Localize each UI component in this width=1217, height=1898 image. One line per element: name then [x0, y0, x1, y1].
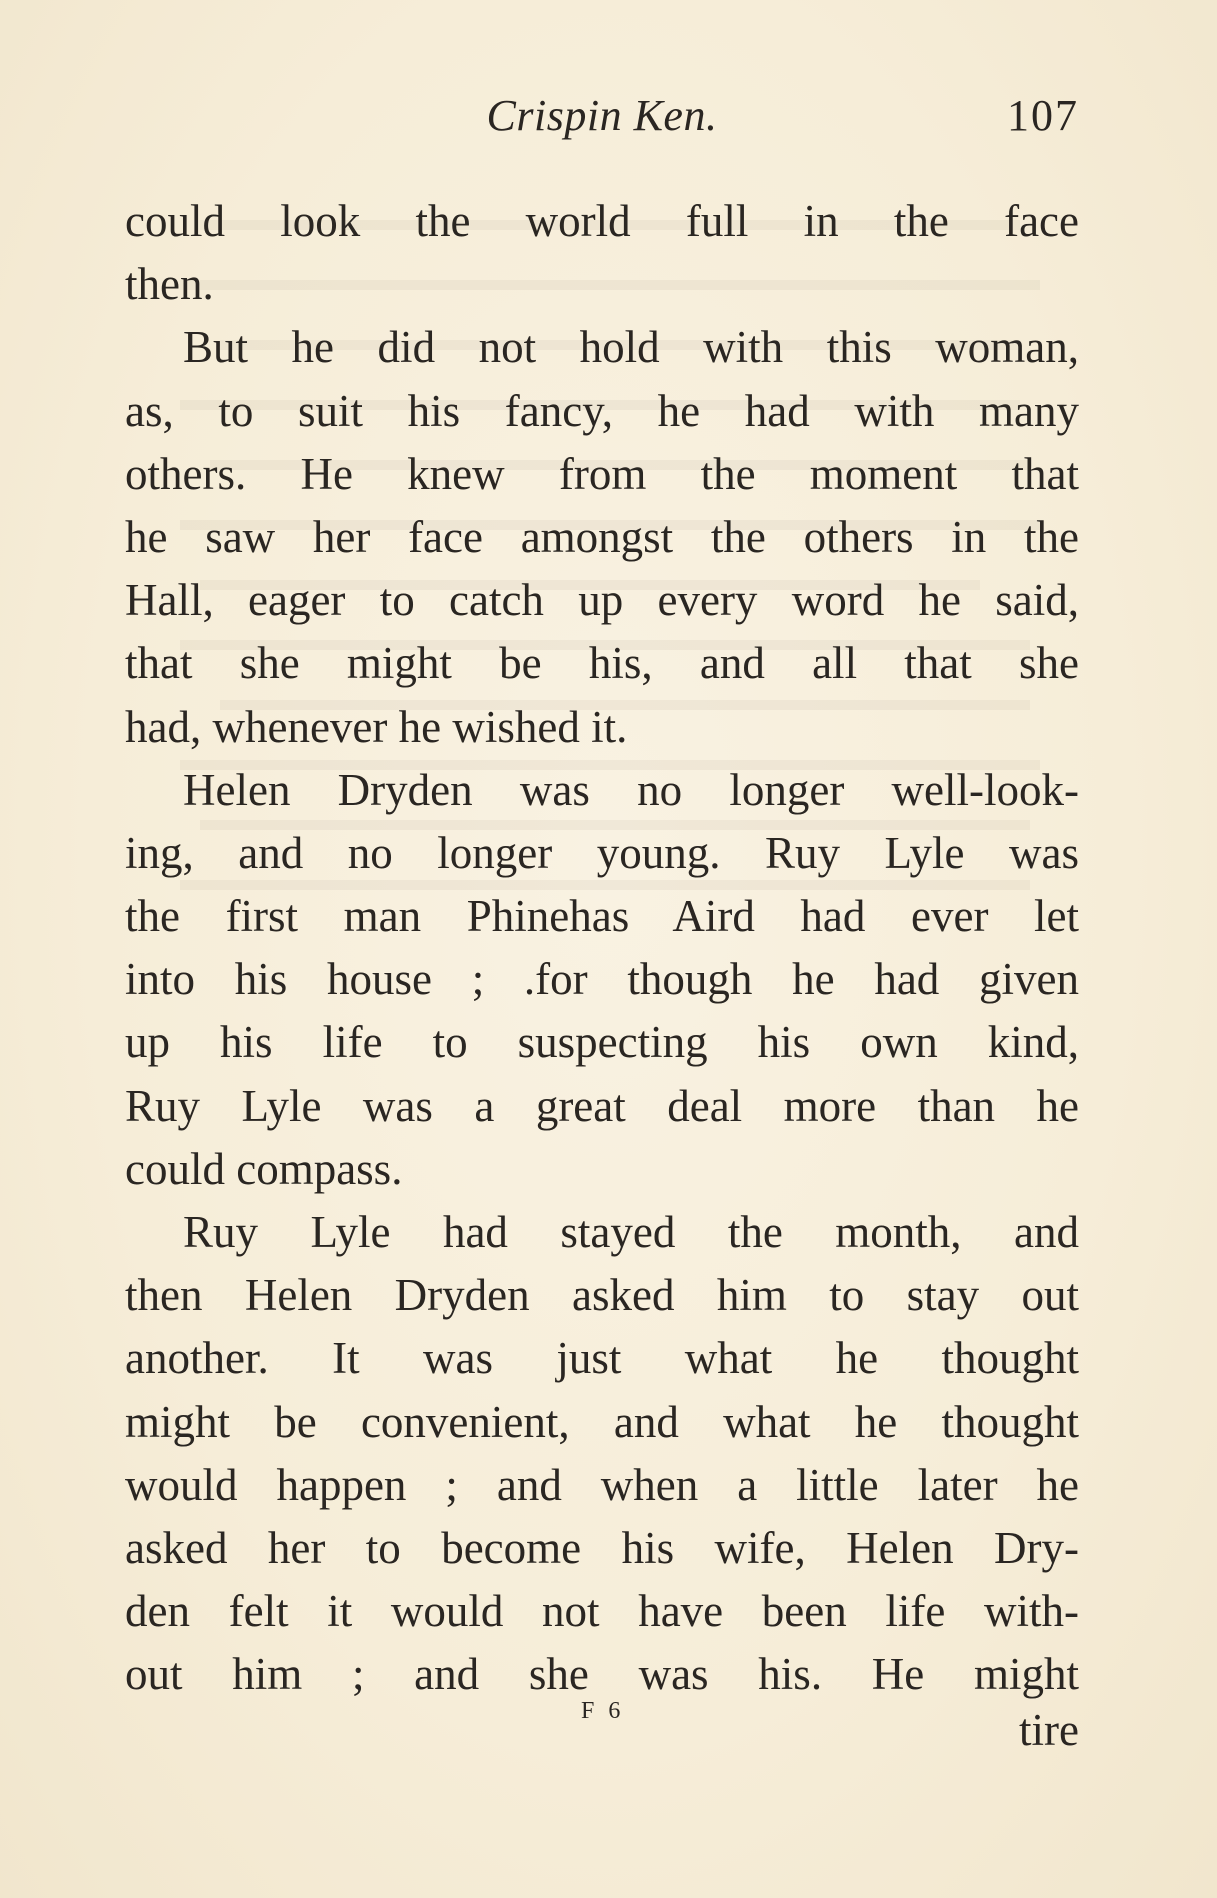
running-head: [125, 86, 1079, 146]
text-line: ing, and no longer young. Ruy Lyle was: [125, 827, 1079, 878]
text-line: Helen Dryden was no longer well-look-: [183, 764, 1079, 815]
text-line: the first man Phinehas Aird had ever let: [125, 891, 1079, 942]
text-line: Hall, eager to catch up every word he said,: [125, 575, 1079, 626]
running-title: Crispin Ken.: [486, 91, 718, 140]
text-line: could look the world full in the face: [125, 196, 1079, 246]
text-line: then Helen Dryden asked him to stay out: [125, 1270, 1079, 1321]
text-line: out him ; and she was his. He might: [125, 1649, 1079, 1700]
text-line: could compass.: [125, 1143, 403, 1194]
text-line: another. It was just what he thought: [125, 1333, 1079, 1384]
text-line: Ruy Lyle had stayed the month, and: [183, 1207, 1079, 1257]
text-line: up his life to suspecting his own kind,: [125, 1017, 1079, 1068]
page-footer: [125, 1696, 1079, 1756]
text-line: Ruy Lyle was a great deal more than he: [125, 1080, 1079, 1131]
signature-mark: F 6: [581, 1698, 625, 1724]
text-line: then.: [125, 259, 214, 310]
body-text: [125, 190, 1079, 1707]
text-line: he saw her face amongst the others in the: [125, 511, 1079, 562]
catchword: tire: [1019, 1705, 1079, 1755]
text-line: as, to suit his fancy, he had with many: [125, 385, 1079, 436]
text-line: into his house ; .for though he had given: [125, 954, 1079, 1005]
text-line: others. He knew from the moment that: [125, 448, 1079, 499]
text-line: But he did not hold with this woman,: [183, 322, 1079, 373]
text-line: would happen ; and when a little later he: [125, 1459, 1079, 1510]
text-line: that she might be his, and all that she: [125, 638, 1079, 689]
text-line: might be convenient, and what he thought: [125, 1396, 1079, 1447]
page-number: 107: [1007, 91, 1079, 140]
text-line: asked her to become his wife, Helen Dry-: [125, 1522, 1079, 1573]
text-line: den felt it would not have been life with-: [125, 1586, 1079, 1637]
text-line: had, whenever he wished it.: [125, 701, 628, 752]
